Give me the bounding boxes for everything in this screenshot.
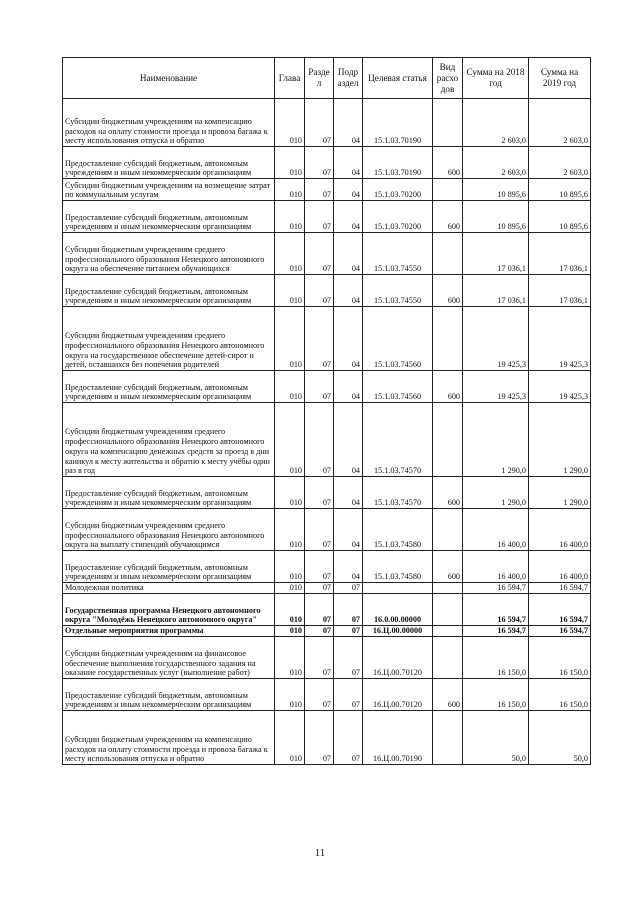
row-sum-2018: 16 594,7	[463, 626, 529, 637]
row-name: Субсидии бюджетным учреждениям среднего профессионального образования Ненецкого автономного округа на обеспечение питанием обучающихся	[63, 233, 275, 275]
row-razdel: 07	[305, 201, 334, 233]
row-target: 16.Ц.00.70190	[363, 711, 433, 765]
row-sum-2018: 16 594,7	[463, 594, 529, 626]
row-podrazdel: 04	[334, 201, 363, 233]
table-row	[63, 179, 591, 201]
header-razdel: Разде л	[305, 58, 334, 99]
row-razdel: 07	[305, 679, 334, 711]
row-glava: 010	[275, 307, 305, 371]
row-glava: 010	[275, 275, 305, 307]
row-sum-2019: 16 150,0	[529, 637, 591, 679]
row-sum-2019: 16 400,0	[529, 551, 591, 583]
row-target: 15.1.03.70200	[363, 201, 433, 233]
row-vid	[433, 711, 463, 765]
row-glava: 010	[275, 583, 305, 594]
row-podrazdel: 04	[334, 233, 363, 275]
row-vid: 600	[433, 477, 463, 509]
row-podrazdel: 07	[334, 583, 363, 594]
table-row	[63, 594, 591, 626]
row-target: 15.1.03.74560	[363, 371, 433, 403]
budget-table	[62, 57, 591, 765]
table-row	[63, 275, 591, 307]
row-name: Субсидии бюджетным учреждениям среднего профессионального образования Ненецкого автономного округа на государственное обеспечение детей-сирот и детей, оставшихся без попечения родителей	[63, 307, 275, 371]
row-vid	[433, 233, 463, 275]
row-vid: 600	[433, 551, 463, 583]
row-razdel: 07	[305, 626, 334, 637]
row-name: Субсидии бюджетным учреждениям на возмещение затрат по коммунальным услугам	[63, 179, 275, 201]
row-podrazdel: 07	[334, 679, 363, 711]
row-target: 15.1.03.74570	[363, 403, 433, 477]
table-row	[63, 201, 591, 233]
row-podrazdel: 04	[334, 179, 363, 201]
row-podrazdel: 04	[334, 509, 363, 551]
row-sum-2018: 19 425,3	[463, 371, 529, 403]
row-glava: 010	[275, 403, 305, 477]
row-glava: 010	[275, 99, 305, 147]
table-row	[63, 147, 591, 179]
table-row	[63, 233, 591, 275]
row-sum-2018: 16 150,0	[463, 637, 529, 679]
row-name: Предоставление субсидий бюджетным, автономным учреждениям и иным некоммерческим организациям	[63, 679, 275, 711]
row-glava: 010	[275, 637, 305, 679]
table-row	[63, 403, 591, 477]
row-razdel: 07	[305, 147, 334, 179]
row-sum-2018: 16 400,0	[463, 509, 529, 551]
row-glava: 010	[275, 179, 305, 201]
row-name: Предоставление субсидий бюджетным, автономным учреждениям и иным некоммерческим организациям	[63, 147, 275, 179]
row-name: Предоставление субсидий бюджетным, автономным учреждениям и иным некоммерческим организациям	[63, 275, 275, 307]
row-sum-2018: 2 603,0	[463, 147, 529, 179]
row-glava: 010	[275, 679, 305, 711]
row-razdel: 07	[305, 371, 334, 403]
row-podrazdel: 07	[334, 626, 363, 637]
table-row	[63, 99, 591, 147]
row-podrazdel: 07	[334, 711, 363, 765]
row-podrazdel: 04	[334, 477, 363, 509]
row-glava: 010	[275, 551, 305, 583]
header-sum-2018: Сумма на 2018 год	[463, 58, 529, 99]
row-razdel: 07	[305, 307, 334, 371]
row-glava: 010	[275, 201, 305, 233]
row-sum-2019: 1 290,0	[529, 477, 591, 509]
table-row	[63, 679, 591, 711]
row-sum-2018: 19 425,3	[463, 307, 529, 371]
row-razdel: 07	[305, 233, 334, 275]
row-sum-2019: 16 594,7	[529, 583, 591, 594]
row-sum-2019: 10 895,6	[529, 201, 591, 233]
row-glava: 010	[275, 477, 305, 509]
row-name: Предоставление субсидий бюджетным, автономным учреждениям и иным некоммерческим организациям	[63, 201, 275, 233]
row-sum-2018: 10 895,6	[463, 179, 529, 201]
table-row	[63, 307, 591, 371]
table-row	[63, 626, 591, 637]
row-target: 16.0.00.00000	[363, 594, 433, 626]
row-podrazdel: 04	[334, 99, 363, 147]
row-razdel: 07	[305, 509, 334, 551]
table-row	[63, 583, 591, 594]
table-header-row	[63, 58, 591, 99]
row-target: 16.Ц.00.70120	[363, 679, 433, 711]
row-sum-2018: 16 150,0	[463, 679, 529, 711]
table-body	[63, 99, 591, 765]
row-name: Субсидии бюджетным учреждениям на компенсацию расходов на оплату стоимости проезда и провоза багажа к месту использования отпуска и обратно	[63, 99, 275, 147]
row-name: Субсидии бюджетным учреждениям на компенсацию расходов на оплату стоимости проезда и провоза багажа к месту использования отпуска и обратно	[63, 711, 275, 765]
row-name: Отдельные мероприятия программы	[63, 626, 275, 637]
row-glava: 010	[275, 233, 305, 275]
row-podrazdel: 04	[334, 371, 363, 403]
row-podrazdel: 04	[334, 147, 363, 179]
row-sum-2018: 2 603,0	[463, 99, 529, 147]
row-glava: 010	[275, 626, 305, 637]
row-glava: 010	[275, 711, 305, 765]
row-name: Государственная программа Ненецкого автономного округа "Молодёжь Ненецкого автономного округа"	[63, 594, 275, 626]
row-razdel: 07	[305, 583, 334, 594]
row-target: 15.1.03.74580	[363, 509, 433, 551]
row-vid: 600	[433, 201, 463, 233]
row-glava: 010	[275, 147, 305, 179]
row-razdel: 07	[305, 594, 334, 626]
row-target: 15.1.03.74570	[363, 477, 433, 509]
row-sum-2019: 2 603,0	[529, 147, 591, 179]
row-vid	[433, 509, 463, 551]
header-podrazdel: Подр аздел	[334, 58, 363, 99]
header-glava: Глава	[275, 58, 305, 99]
row-vid: 600	[433, 147, 463, 179]
row-razdel: 07	[305, 551, 334, 583]
row-target: 15.1.03.70190	[363, 147, 433, 179]
row-name: Субсидии бюджетным учреждениям на финансовое обеспечение выполнения государственного задания на оказание государственных услуг (выполнение работ)	[63, 637, 275, 679]
row-target: 15.1.03.70190	[363, 99, 433, 147]
row-target: 16.Ц.00.00000	[363, 626, 433, 637]
row-sum-2018: 16 400,0	[463, 551, 529, 583]
row-razdel: 07	[305, 275, 334, 307]
row-vid	[433, 99, 463, 147]
table-row	[63, 637, 591, 679]
row-name: Молодежная политика	[63, 583, 275, 594]
row-vid	[433, 626, 463, 637]
row-target: 15.1.03.74560	[363, 307, 433, 371]
row-sum-2018: 17 036,1	[463, 233, 529, 275]
row-razdel: 07	[305, 637, 334, 679]
row-razdel: 07	[305, 403, 334, 477]
row-podrazdel: 04	[334, 403, 363, 477]
row-razdel: 07	[305, 179, 334, 201]
row-razdel: 07	[305, 711, 334, 765]
row-podrazdel: 07	[334, 594, 363, 626]
row-razdel: 07	[305, 99, 334, 147]
row-target: 16.Ц.00.70120	[363, 637, 433, 679]
row-vid	[433, 637, 463, 679]
row-sum-2019: 2 603,0	[529, 99, 591, 147]
row-razdel: 07	[305, 477, 334, 509]
row-podrazdel: 04	[334, 275, 363, 307]
table-row	[63, 371, 591, 403]
row-podrazdel: 07	[334, 637, 363, 679]
header-target: Целевая статья	[363, 58, 433, 99]
row-vid	[433, 307, 463, 371]
row-name: Предоставление субсидий бюджетным, автономным учреждениям и иным некоммерческим организациям	[63, 551, 275, 583]
row-vid	[433, 594, 463, 626]
row-sum-2019: 50,0	[529, 711, 591, 765]
header-sum-2019: Сумма на 2019 год	[529, 58, 591, 99]
row-name: Предоставление субсидий бюджетным, автономным учреждениям и иным некоммерческим организациям	[63, 371, 275, 403]
row-sum-2019: 16 400,0	[529, 509, 591, 551]
row-glava: 010	[275, 594, 305, 626]
row-name: Субсидии бюджетным учреждениям среднего профессионального образования Ненецкого автономного округа на компенсацию денежных средств за проезд в дни каникул к месту жительства и обратно к месту учёбы один раз в год	[63, 403, 275, 477]
row-sum-2019: 16 594,7	[529, 626, 591, 637]
page-number: 11	[314, 847, 326, 859]
row-name: Предоставление субсидий бюджетным, автономным учреждениям и иным некоммерческим организациям	[63, 477, 275, 509]
row-sum-2019: 17 036,1	[529, 275, 591, 307]
header-vid: Вид расхо дов	[433, 58, 463, 99]
row-podrazdel: 04	[334, 551, 363, 583]
row-sum-2019: 19 425,3	[529, 371, 591, 403]
row-sum-2018: 10 895,6	[463, 201, 529, 233]
row-target: 15.1.03.70200	[363, 179, 433, 201]
row-glava: 010	[275, 509, 305, 551]
row-sum-2019: 19 425,3	[529, 307, 591, 371]
row-vid	[433, 403, 463, 477]
header-name: Наименование	[63, 58, 275, 99]
row-vid: 600	[433, 275, 463, 307]
row-sum-2018: 50,0	[463, 711, 529, 765]
row-target: 15.1.03.74550	[363, 233, 433, 275]
row-sum-2019: 16 594,7	[529, 594, 591, 626]
table-row	[63, 477, 591, 509]
row-sum-2019: 17 036,1	[529, 233, 591, 275]
row-sum-2018: 17 036,1	[463, 275, 529, 307]
row-sum-2019: 16 150,0	[529, 679, 591, 711]
row-sum-2018: 1 290,0	[463, 477, 529, 509]
row-target: 15.1.03.74580	[363, 551, 433, 583]
row-glava: 010	[275, 371, 305, 403]
row-vid	[433, 179, 463, 201]
table-row	[63, 551, 591, 583]
row-sum-2018: 1 290,0	[463, 403, 529, 477]
row-name: Субсидии бюджетным учреждениям среднего профессионального образования Ненецкого автономного округа на выплату стипендий обучающимся	[63, 509, 275, 551]
table-row	[63, 711, 591, 765]
row-target: 15.1.03.74550	[363, 275, 433, 307]
row-podrazdel: 04	[334, 307, 363, 371]
row-sum-2019: 10 895,6	[529, 179, 591, 201]
row-vid: 600	[433, 679, 463, 711]
row-sum-2018: 16 594,7	[463, 583, 529, 594]
row-vid	[433, 583, 463, 594]
row-sum-2019: 1 290,0	[529, 403, 591, 477]
row-target	[363, 583, 433, 594]
row-vid: 600	[433, 371, 463, 403]
table-row	[63, 509, 591, 551]
